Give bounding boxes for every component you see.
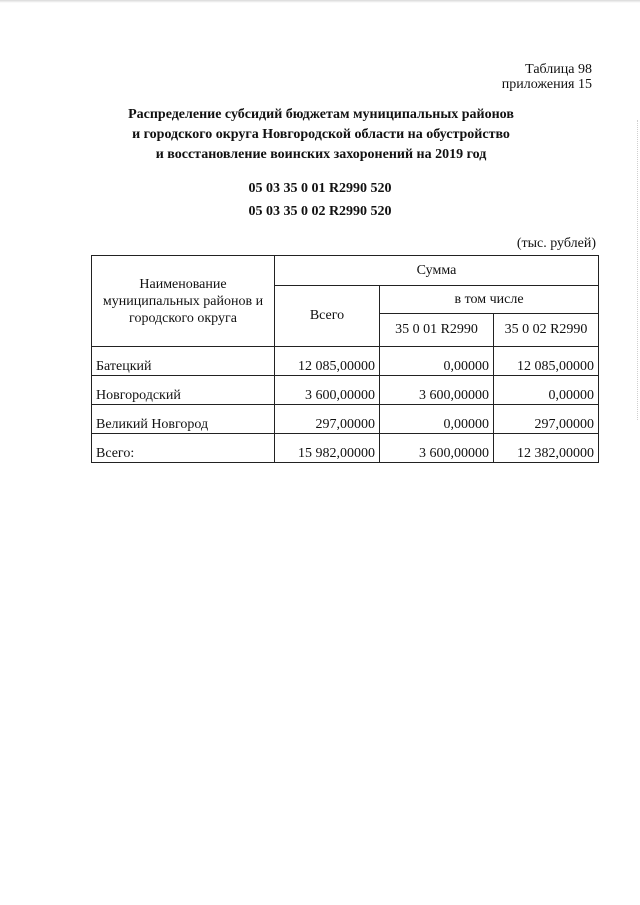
row-col-1: 0,00000 (380, 405, 494, 434)
table-row (92, 347, 599, 376)
total-name: Всего: (92, 434, 275, 463)
subsidy-table (91, 255, 599, 463)
header-row-1 (92, 256, 599, 286)
row-all: 3 600,00000 (275, 376, 380, 405)
table-row (92, 376, 599, 405)
title-line-2: и городского округа Новгородской области на обустройство (132, 127, 510, 142)
header-sum: Сумма (275, 256, 599, 286)
header-col-1: 35 0 01 R2990 (380, 314, 494, 347)
row-col-2: 0,00000 (494, 376, 599, 405)
budget-code-2: 05 03 35 0 02 R2990 520 (248, 204, 392, 219)
scan-edge (0, 0, 640, 3)
header-all: Всего (275, 286, 380, 347)
total-all: 15 982,00000 (275, 434, 380, 463)
table-number: Таблица 98 (525, 62, 592, 77)
table-row (92, 405, 599, 434)
budget-code-1: 05 03 35 0 01 R2990 520 (248, 181, 392, 196)
row-col-2: 297,00000 (494, 405, 599, 434)
units-label: (тыс. рублей) (516, 236, 596, 251)
title-line-3: и восстановление воинских захоронений на 2019 год (155, 147, 487, 162)
row-name: Новгородский (92, 376, 275, 405)
row-col-2: 12 085,00000 (494, 347, 599, 376)
row-name: Великий Новгород (92, 405, 275, 434)
header-name: Наименование муниципальных районов и городского округа (92, 256, 275, 347)
scan-edge-right (636, 120, 638, 420)
document-title (90, 105, 552, 165)
header-including: в том числе (380, 286, 599, 314)
budget-codes (200, 177, 440, 223)
row-name: Батецкий (92, 347, 275, 376)
row-col-1: 0,00000 (380, 347, 494, 376)
appendix-number: приложения 15 (501, 77, 592, 92)
total-col-1: 3 600,00000 (380, 434, 494, 463)
table-reference (502, 62, 592, 92)
total-col-2: 12 382,00000 (494, 434, 599, 463)
title-line-1: Распределение субсидий бюджетам муниципальных районов (128, 107, 514, 122)
row-all: 12 085,00000 (275, 347, 380, 376)
row-all: 297,00000 (275, 405, 380, 434)
header-col-2: 35 0 02 R2990 (494, 314, 599, 347)
row-col-1: 3 600,00000 (380, 376, 494, 405)
total-row (92, 434, 599, 463)
